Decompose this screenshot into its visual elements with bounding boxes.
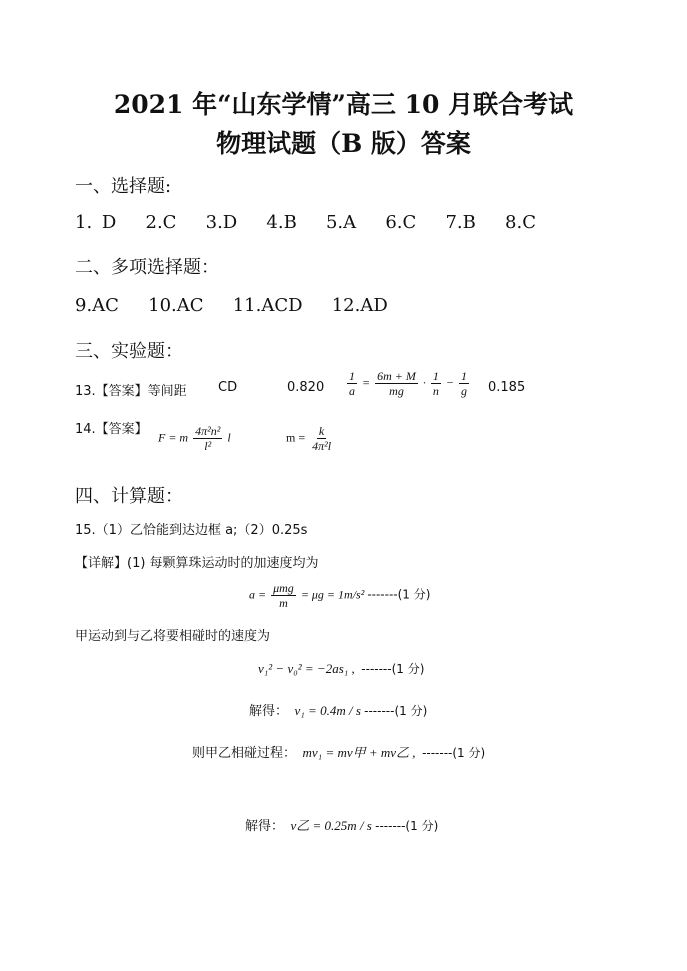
title-line-1: 2021 年“山东学情”高三 10 月联合考试 [113, 90, 574, 119]
q14-label: 14.【答案】 [75, 422, 148, 437]
q15-detail: 【详解】(1) 每颗算珠运动时的加速度均为 [75, 556, 319, 571]
frac-k-over-4pi2l: $\frac{k}{\text{4π²l}}$ [312, 424, 332, 453]
q15-eq1-marks: -------(1 分) [367, 587, 431, 602]
answer-8: 8.C [505, 212, 536, 233]
q13-answer-0820: 0.820 [287, 380, 325, 395]
section-1-heading: 一、选择题: [75, 176, 172, 197]
answer-10: 10.AC [148, 295, 204, 316]
q15-eq5-marks: -------(1 分) [375, 819, 439, 833]
q13-formula: $\frac{1}{a}$ = $\frac{6m + M}{mg}$ · $\frac{1}{n}$ − $\frac{1}{g}$ [349, 369, 467, 398]
frac-6m-m-over-mg: $\frac{6m + M}{mg}$ [377, 369, 416, 398]
q14-formula-m: m = $\frac{k}{\text{4π²l}}$ [286, 424, 332, 453]
answer-9: 9.AC [75, 295, 119, 316]
title-line-2: 物理试题（B 版）答案 [216, 129, 471, 158]
section-3-heading: 三、实验题： [75, 341, 183, 362]
answer-11: 11.ACD [232, 295, 303, 316]
frac-1-over-n: $\frac{1}{n}$ [432, 369, 439, 398]
answer-4: 4.B [266, 212, 297, 233]
section-1-answers [75, 212, 536, 233]
frac-4pi2n2-over-l2: $\frac{\text{4π²n²}}{\text{l²}}$ [195, 424, 221, 453]
q15-eq3: 解得： v₁ = 0.4m / s -------(1 分) [249, 703, 428, 719]
q15-eq1: a = $\frac{\text{μmg}}{m}$ = μg = 1m/s² -------(1 分) [249, 581, 431, 610]
q15-eq4: 则甲乙相碰过程： mv₁ = mv甲 + mv乙 , -------(1 分) [192, 745, 486, 761]
section-4-heading: 四、计算题： [75, 486, 183, 507]
frac-1-over-a: $\frac{1}{a}$ [349, 369, 355, 398]
frac-umg-over-m: $\frac{\text{μmg}}{m}$ [273, 581, 294, 610]
q15-eq3-marks: -------(1 分) [364, 704, 428, 718]
q15-eq4-marks: -------(1 分) [422, 746, 486, 760]
q15-eq5: 解得： v乙 = 0.25m / s -------(1 分) [245, 818, 439, 834]
q13-answer-cd: CD [218, 380, 238, 395]
frac-1-over-g: $\frac{1}{g}$ [460, 369, 467, 398]
answer-7: 7.B [445, 212, 476, 233]
answer-1: 1. D [75, 212, 117, 233]
q13-label: 13.【答案】等间距 [75, 384, 187, 399]
q15-eq2-marks: -------(1 分) [361, 662, 425, 676]
q13-answer-0185: 0.185 [488, 380, 526, 395]
section-2-answers [75, 295, 388, 316]
q15-eq2: v₁² − v₀² = −2as₁ , -------(1 分) [258, 661, 425, 676]
q15-line2: 甲运动到与乙将要相碰时的速度为 [75, 629, 271, 644]
answer-5: 5.A [325, 212, 357, 233]
q15-label: 15.（1）乙恰能到达边框 a;（2）0.25s [75, 523, 308, 538]
section-2-heading: 二、多项选择题： [75, 257, 219, 278]
answer-6: 6.C [385, 212, 417, 233]
answer-12: 12.AD [331, 295, 388, 316]
answer-3: 3.D [205, 212, 238, 233]
q14-formula-f: F = m $\frac{\text{4π²n²}}{\text{l²}}$ l [158, 424, 231, 453]
answer-2: 2.C [145, 212, 177, 233]
